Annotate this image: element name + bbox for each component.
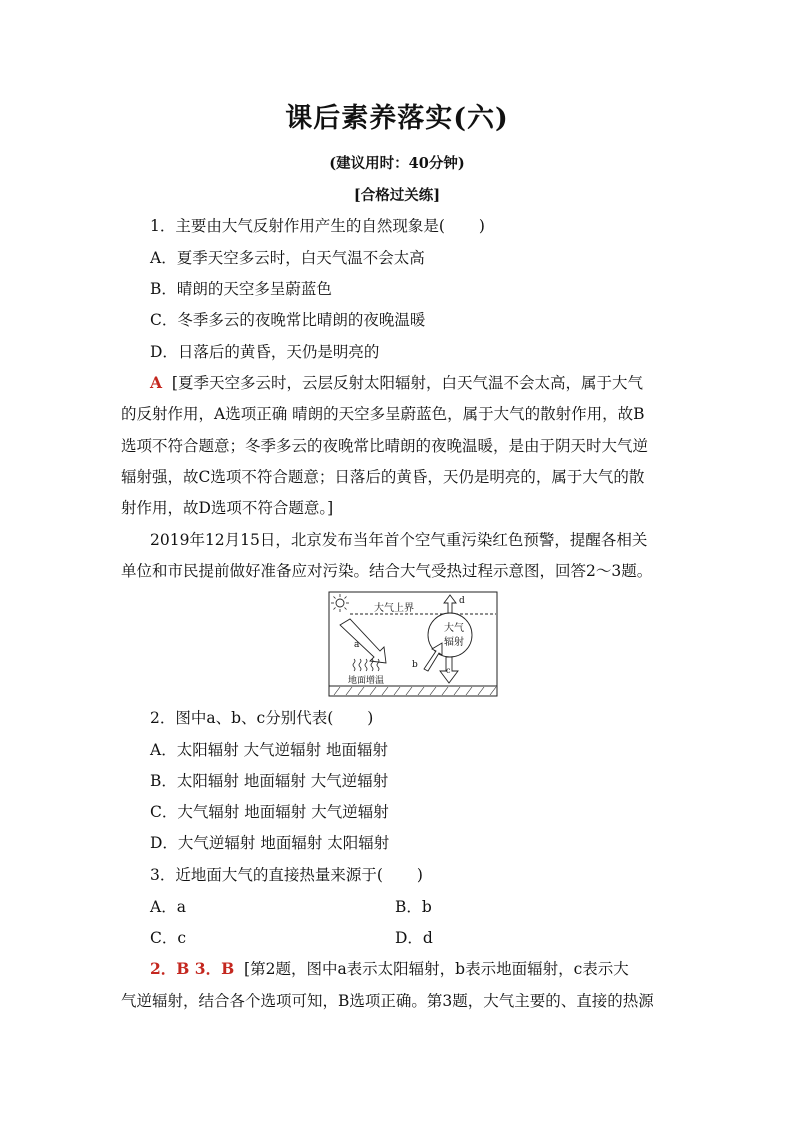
circle-label-1: 大气 (444, 623, 464, 634)
question-1-explanation-line-1: A [夏季天空多云时，云层反射太阳辐射，白天气温不会太高，属于大气 (150, 373, 643, 392)
question-1-option-d: D．日落后的黄昏，天仍是明亮的 (150, 343, 380, 361)
ground-hatching (334, 687, 496, 695)
atmosphere-top-label: 大气上界 (374, 603, 414, 614)
label-a: a (354, 640, 360, 650)
question-2-option-d: D．大气逆辐射 地面辐射 太阳辐射 (150, 834, 390, 852)
question-2-option-a: A．太阳辐射 大气逆辐射 地面辐射 (150, 741, 389, 759)
label-d: d (459, 596, 465, 606)
passage-line-2: 单位和市民提前做好准备应对污染。结合大气受热过程示意图，回答2～3题。 (121, 562, 653, 580)
question-1-explanation-line-5: 射作用，故D选项不符合题意。] (121, 499, 334, 517)
question-3-option-b: B．b (395, 898, 432, 916)
circle-label-2: 辐射 (444, 637, 464, 648)
section-heading: [合格过关练] (353, 187, 441, 204)
question-1-explanation-line-2: 的反射作用，A选项正确 晴朗的天空多呈蔚蓝色，属于大气的散射作用，故B (121, 405, 645, 423)
ground-heating-label: 地面增温 (348, 676, 385, 686)
answers-2-3-line-2: 气逆辐射，结合各个选项可知，B选项正确。第3题，大气主要的、直接的热源 (121, 992, 654, 1010)
sun-icon (331, 594, 349, 612)
label-c: c (446, 666, 451, 675)
passage-line-1: 2019年12月15日，北京发布当年首个空气重污染红色预警，提醒各相关 (150, 531, 648, 549)
question-1-option-a: A．夏季天空多云时，白天气温不会太高 (150, 249, 425, 267)
question-2-option-b: B．太阳辐射 地面辐射 大气逆辐射 (150, 772, 389, 790)
question-2-option-c: C．大气辐射 地面辐射 大气逆辐射 (150, 803, 389, 821)
label-b: b (412, 660, 418, 670)
question-3-stem: 3．近地面大气的直接热量来源于( ) (150, 866, 423, 884)
question-1-answer: A (150, 373, 163, 392)
answers-2-3-line-1: 2．B 3．B [第2题，图中a表示太阳辐射，b表示地面辐射，c表示大 (150, 959, 629, 978)
question-1-explanation-line-3: 选项不符合题意；冬季多云的夜晚常比晴朗的夜晚温暖，是由于阴天时大气逆 (121, 437, 649, 455)
question-3-option-c: C．c (150, 929, 187, 947)
arrow-d (444, 595, 456, 613)
question-1-stem: 1．主要由大气反射作用产生的自然现象是( ) (150, 217, 485, 235)
time-note: (建议用时：40分钟) (329, 155, 465, 172)
arrow-a-solar-radiation (340, 619, 386, 663)
question-1-option-c: C．冬季多云的夜晚常比晴朗的夜晚温暖 (150, 311, 426, 329)
question-3-option-d: D．d (395, 929, 433, 947)
question-1-option-b: B．晴朗的天空多呈蔚蓝色 (150, 280, 332, 298)
answers-2-3-label: 2．B 3．B (150, 959, 235, 978)
atmosphere-heating-diagram (328, 591, 498, 697)
question-1-explanation-line-4: 辐射强，故C选项不符合题意；日落后的黄昏，天仍是明亮的，属于大气的散 (121, 468, 645, 486)
page-title: 课后素养落实(六) (285, 103, 509, 134)
question-3-option-a: A．a (150, 898, 186, 916)
question-2-stem: 2．图中a、b、c分别代表( ) (150, 709, 374, 727)
